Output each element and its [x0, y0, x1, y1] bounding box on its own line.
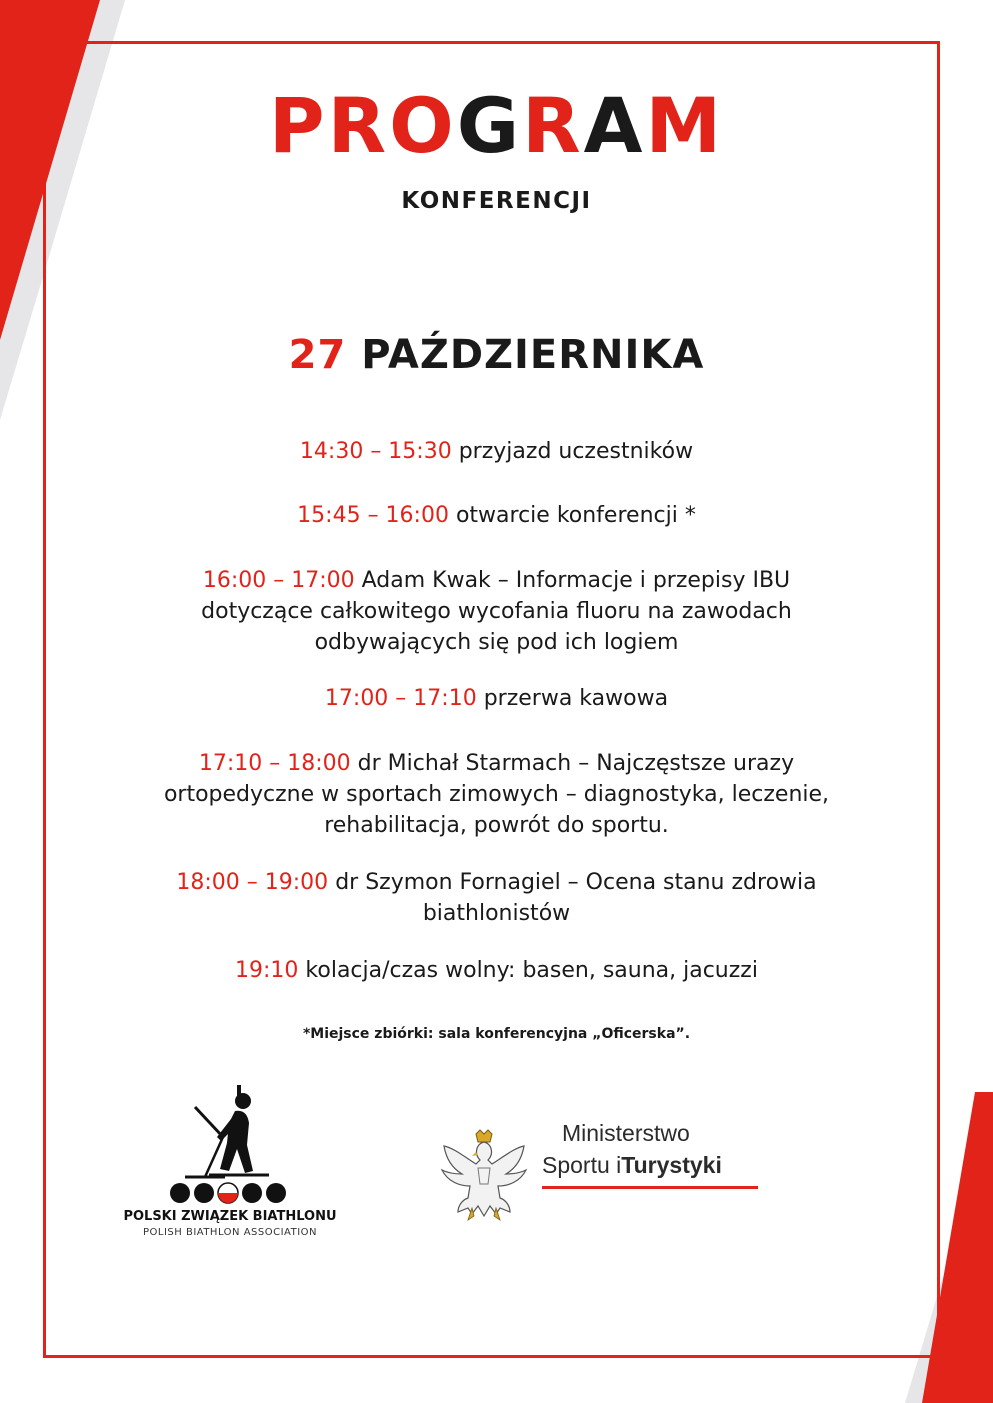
schedule-line	[100, 748, 893, 779]
schedule-item	[100, 955, 893, 986]
ministry-underline	[542, 1186, 758, 1189]
schedule-line	[100, 627, 893, 658]
schedule-line	[100, 436, 893, 467]
date-day: 27	[288, 332, 347, 378]
ministry-line2	[542, 1152, 722, 1179]
stripe-red-top-left	[0, 0, 100, 340]
schedule-text: Adam Kwak – Informacje i przepisy IBU	[361, 568, 791, 593]
ministry-word-sportu: Sportu	[542, 1152, 610, 1178]
schedule-text: dotyczące całkowitego wycofania fluoru na zawodach	[201, 599, 792, 624]
pzb-subtitle: POLISH BIATHLON ASSOCIATION	[142, 1227, 318, 1238]
program-subtitle: KONFERENCJI	[401, 188, 592, 214]
schedule-text: odbywających się pod ich logiem	[314, 630, 679, 655]
schedule-line	[100, 898, 893, 929]
ministry-logo	[540, 1120, 770, 1200]
title-letter: P	[268, 81, 328, 170]
ministry-word-turystyki: Turystyki	[621, 1152, 722, 1178]
schedule-item	[100, 565, 893, 658]
schedule-time: 16:00 – 17:00	[202, 568, 355, 593]
biathlete-icon	[165, 1085, 295, 1205]
title-letter: A	[583, 81, 646, 170]
meeting-note: *Miejsce zbiórki: sala konferencyjna „Oficerska”.	[302, 1026, 691, 1042]
schedule-line	[100, 867, 893, 898]
schedule-item	[100, 748, 893, 841]
title-letter: G	[456, 81, 523, 170]
date-month: PAŹDZIERNIKA	[361, 332, 705, 378]
pzb-logo	[115, 1085, 345, 1245]
schedule-line	[100, 596, 893, 627]
schedule-line	[100, 500, 893, 531]
ministry-line1: Ministerstwo	[562, 1120, 690, 1146]
title-letter: R	[522, 81, 584, 170]
pzb-name: POLSKI ZWIĄZEK BIATHLONU	[123, 1209, 337, 1224]
schedule-line	[100, 955, 893, 986]
schedule-line	[100, 565, 893, 596]
schedule-text: dr Szymon Fornagiel – Ocena stanu zdrowia	[335, 870, 817, 895]
date-heading	[0, 332, 993, 378]
schedule-line	[100, 779, 893, 810]
polish-eagle-icon	[438, 1128, 530, 1224]
title-letter: M	[645, 81, 725, 170]
schedule-text: rehabilitacja, powrót do sportu.	[324, 813, 669, 838]
schedule-item	[100, 867, 893, 929]
ministry-word-i: i	[616, 1152, 622, 1178]
schedule-time: 14:30 – 15:30	[299, 439, 452, 464]
schedule-text: przerwa kawowa	[483, 686, 669, 711]
schedule-time: 18:00 – 19:00	[176, 870, 329, 895]
schedule-text: dr Michał Starmach – Najczęstsze urazy	[357, 751, 795, 776]
schedule-item	[100, 683, 893, 714]
title-letter: R	[327, 81, 390, 170]
schedule-item	[100, 500, 893, 531]
program-title	[0, 81, 993, 170]
schedule-text: ortopedyczne w sportach zimowych – diagnostyka, leczenie,	[163, 782, 830, 807]
schedule-time: 19:10	[235, 958, 299, 983]
schedule-time: 15:45 – 16:00	[297, 503, 449, 528]
schedule-line	[100, 810, 893, 841]
schedule-text: przyjazd uczestników	[458, 439, 694, 464]
schedule-time: 17:00 – 17:10	[324, 686, 477, 711]
schedule-time: 17:10 – 18:00	[198, 751, 351, 776]
schedule-text: otwarcie konferencji *	[455, 503, 696, 528]
title-letter: O	[389, 81, 457, 170]
schedule-line	[100, 683, 893, 714]
stripe-red-bottom-right	[922, 1092, 993, 1403]
schedule-text: kolacja/czas wolny: basen, sauna, jacuzzi	[305, 958, 758, 983]
schedule-text: biathlonistów	[422, 901, 571, 926]
schedule-item	[100, 436, 893, 467]
